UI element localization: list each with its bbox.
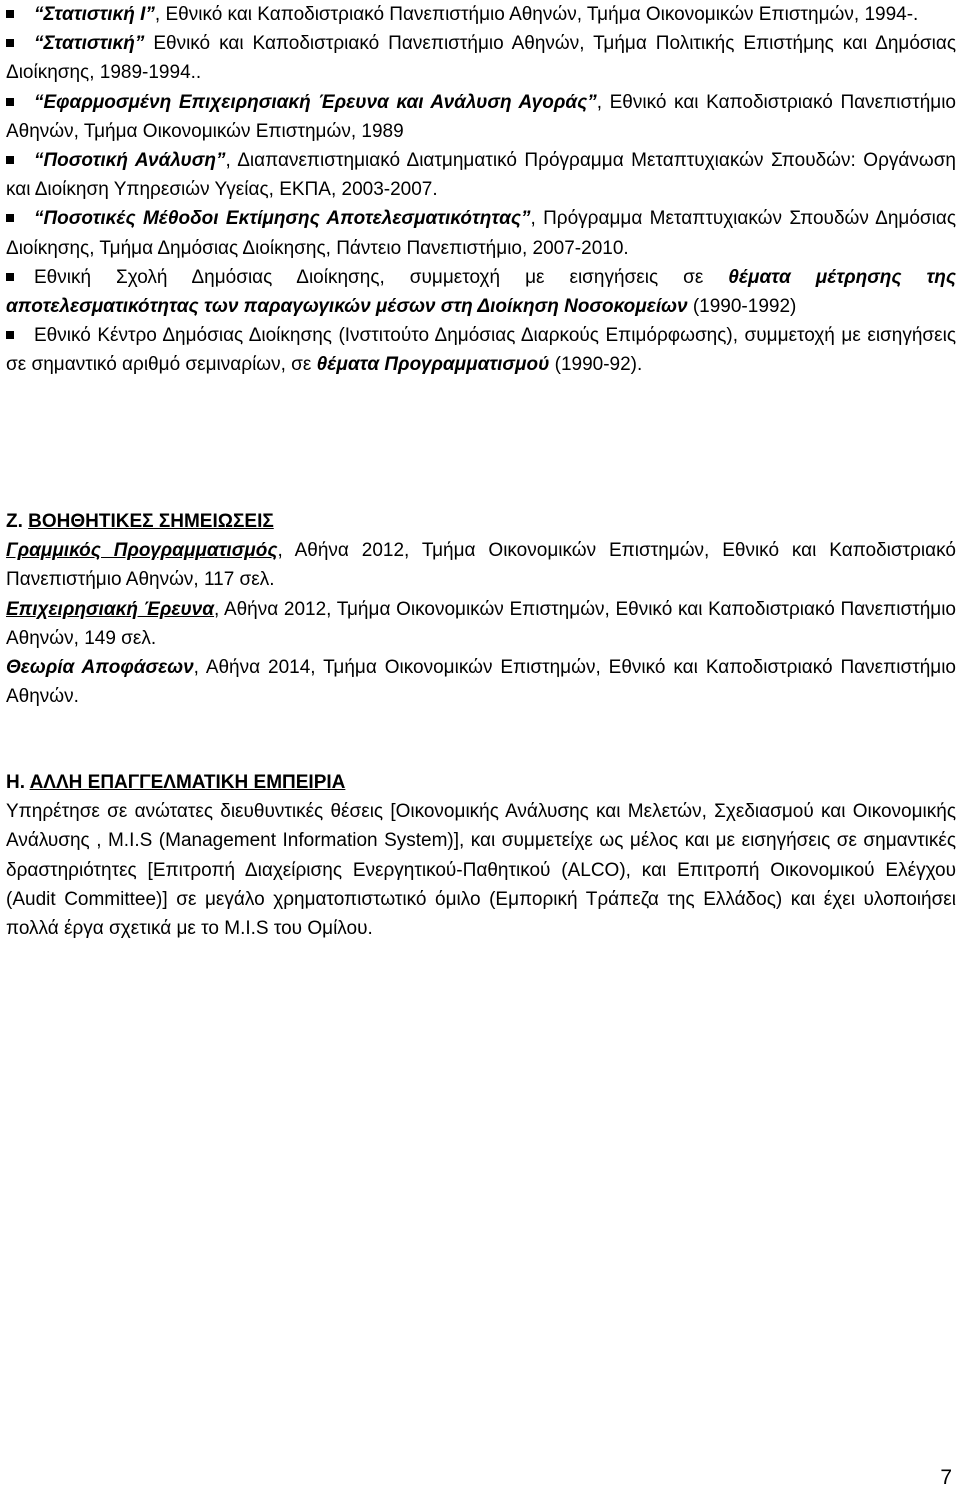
- note-text: , Αθήνα 2012, Τμήμα Οικονομικών Επιστημών, Εθνικό και Καποδιστριακό Πανεπιστήμιο Αθηνών, 117 σελ.: [6, 540, 956, 591]
- item-title: “Στατιστική”: [34, 33, 145, 55]
- page-number: 7: [940, 1466, 952, 1489]
- item-text: (1990-1992): [687, 296, 797, 318]
- note-title: Επιχειρησιακή Έρευνα: [6, 598, 215, 620]
- section-heading: [6, 768, 956, 797]
- square-bullet-icon: [6, 273, 14, 281]
- list-item: [6, 321, 956, 379]
- bullet-list-section: [6, 0, 956, 380]
- item-text: , Εθνικό και Καποδιστριακό Πανεπιστήμιο Αθηνών, Τμήμα Οικονομικών Επιστημών, 1994-.: [154, 4, 919, 25]
- list-item: [6, 0, 956, 29]
- square-bullet-icon: [6, 39, 14, 47]
- note-text: , Αθήνα 2012, Τμήμα Οικονομικών Επιστημών, Εθνικό και Καποδιστριακό Πανεπιστήμιο Αθηνών, 149 σελ.: [6, 598, 956, 649]
- item-title: “Εφαρμοσμένη Επιχειρησιακή Έρευνα και Ανάλυση Αγοράς”: [34, 91, 597, 113]
- item-text: , Πρόγραμμα Μεταπτυχιακών Σπουδών Δημόσιας Διοίκησης, Τμήμα Δημόσιας Διοίκησης, Πάντειο Πανεπιστήμιο, 2007-2010.: [6, 208, 957, 259]
- square-bullet-icon: [6, 214, 14, 222]
- section-heading: [6, 507, 956, 536]
- item-pre-text: Εθνικό Κέντρο Δημόσιας Διοίκησης (Ινστιτούτο Δημόσιας Διαρκούς Επιμόρφωσης), συμμετοχή με εισηγήσεις σε σημαντικό αριθμό σεμιναρίων, σε: [6, 325, 956, 376]
- item-text: (1990-92).: [549, 354, 643, 376]
- item-title: “Στατιστική Ι”: [34, 4, 155, 25]
- item-title: “Ποσοτικές Μέθοδοι Εκτίμησης Αποτελεσματικότητας”: [34, 208, 531, 230]
- note-entry: [6, 653, 956, 711]
- item-title: θέματα Προγραμματισμού: [316, 354, 550, 376]
- section-other-experience: [6, 768, 956, 943]
- item-text: , Διαπανεπιστημιακό Διατμηματικό Πρόγραμμα Μεταπτυχιακών Σπουδών: Οργάνωση και Διοίκηση Υπηρεσιών Υγείας, ΕΚΠΑ, 2003-2007.: [6, 150, 956, 201]
- item-title: θέματα μέτρησης της αποτελεσματικότητας των παραγωγικών μέσων στη Διοίκηση Νοσοκομείων: [6, 266, 956, 318]
- square-bullet-icon: [6, 98, 14, 106]
- list-item: [6, 29, 956, 87]
- heading-text: ΑΛΛΗ ΕΠΑΓΓΕΛΜΑΤΙΚΗ ΕΜΠΕΙΡΙΑ: [29, 772, 346, 793]
- list-item: [6, 263, 956, 321]
- note-entry: [6, 536, 956, 594]
- section-auxiliary-notes: [6, 507, 956, 711]
- list-item: [6, 88, 956, 146]
- list-item: [6, 204, 956, 262]
- heading-prefix: Ζ.: [6, 511, 23, 532]
- square-bullet-icon: [6, 331, 14, 339]
- item-title: “Ποσοτική Ανάλυση”: [34, 150, 226, 172]
- heading-prefix: Η.: [6, 772, 25, 793]
- square-bullet-icon: [6, 10, 14, 18]
- note-text: , Αθήνα 2014, Τμήμα Οικονομικών Επιστημών, Εθνικό και Καποδιστριακό Πανεπιστήμιο Αθηνών.: [6, 657, 956, 708]
- item-text: Εθνικό και Καποδιστριακό Πανεπιστήμιο Αθηνών, Τμήμα Πολιτικής Επιστήμης και Δημόσιας Διοίκησης, 1989-1994..: [6, 33, 956, 84]
- experience-paragraph: Υπηρέτησε σε ανώτατες διευθυντικές θέσεις [Οικονομικής Ανάλυσης και Μελετών, Σχεδιασμού και Οικονομικής Ανάλυσης , M.I.S (Management Information System)], και συμμετείχε ως μέλος και με εισηγήσεις σε σημαντικές δραστηριότητες [Επιτροπή Διαχείρισης Ενεργητικού-Παθητικού (ALCO), και Επιτροπή Οικονομικού Ελέγχου (Audit Committee)] σε μεγάλο χρηματοπιστωτικό όμιλο (Εμπορική Τράπεζα της Ελλάδος) και έχει υλοποιήσει πολλά έργα σχετικά με το M.I.S του Ομίλου.: [6, 801, 956, 940]
- item-pre-text: Εθνική Σχολή Δημόσιας Διοίκησης, συμμετοχή με εισηγήσεις σε: [34, 266, 729, 288]
- note-title: Γραμμικός Προγραμματισμός: [6, 540, 278, 562]
- note-title: Θεωρία Αποφάσεων: [6, 657, 194, 679]
- item-text: , Εθνικό και Καποδιστριακό Πανεπιστήμιο Αθηνών, Τμήμα Οικονομικών Επιστημών, 1989: [6, 91, 956, 142]
- square-bullet-icon: [6, 156, 14, 164]
- teaching-bullet-list: [6, 0, 956, 380]
- note-entry: [6, 595, 956, 653]
- list-item: [6, 146, 956, 204]
- heading-text: ΒΟΗΘΗΤΙΚΕΣ ΣΗΜΕΙΩΣΕΙΣ: [28, 511, 274, 532]
